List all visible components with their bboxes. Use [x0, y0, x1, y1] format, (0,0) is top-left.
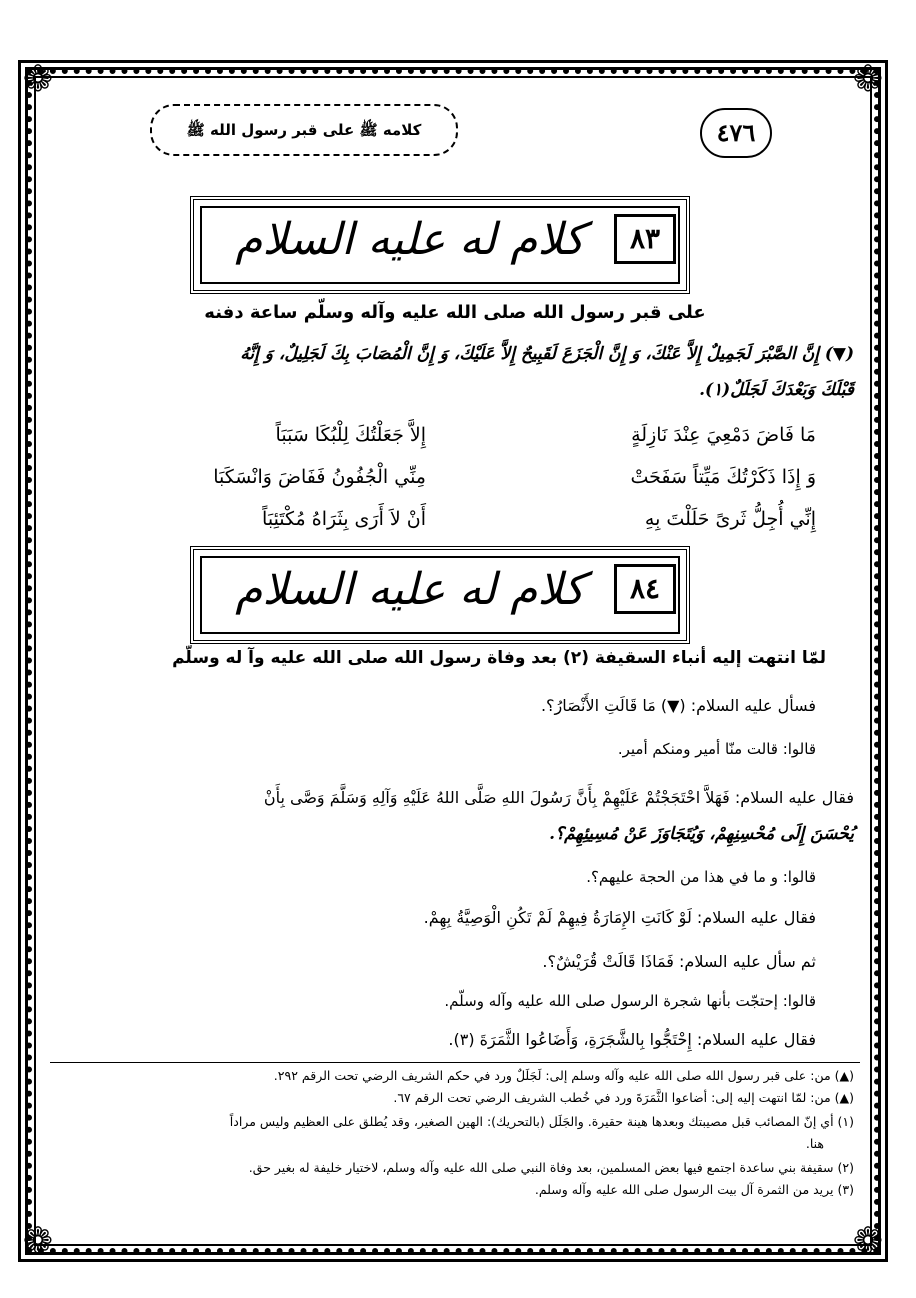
- corner-ornament-icon: ❁: [22, 59, 54, 100]
- corner-ornament-icon: ❁: [852, 59, 884, 100]
- dialogue-line: ثم سأل عليه السلام: فَمَاذَا قَالَتْ قُرَيْشٌ؟.: [542, 952, 816, 971]
- dialogue-line: قالوا: و ما في هذا من الحجة عليهم؟.: [586, 868, 816, 886]
- section-heading-84: [190, 546, 690, 644]
- section-subtitle: لمّا انتهت إليه أنباء السقيفة (٢) بعد وفاة رسول الله صلى الله عليه وآ له وسلّم: [172, 648, 826, 668]
- running-header: كلامه ﷺ على قبر رسول الله ﷺ: [150, 104, 458, 156]
- footnote: (▲) من: على قبر رسول الله صلى الله عليه وآله وسلم إلى: لَجَلَلٌ ورد في حكم الشريف الرضي تحت الرقم ٢٩٢.: [273, 1068, 854, 1083]
- dialogue-line: فسأل عليه السلام: (▼) مَا قَالَتِ الأَنْصَارُ؟.: [540, 696, 816, 715]
- footnote: (٢) سقيفة بني ساعدة اجتمع فيها بعض المسلمين، بعد وفاة النبي صلى الله عليه وآله وسلم، لاختيار خليفة له بغير حق.: [248, 1160, 854, 1175]
- poem-verse-right: إِنِّي أُجِلُّ ثَرىً حَلَلْتَ بِهِ: [644, 508, 816, 530]
- poem-verse-left: إِلاَّ جَعَلْتُكَ لِلْبُكَا سَبَبَاً: [275, 424, 426, 446]
- poem-verse-left: مِنِّي الْجُفُونُ فَفَاضَ وَانْسَكَبَا: [213, 466, 426, 488]
- footnote: (١) أي إنّ المصائب قبل مصيبتك وبعدها هينة حقيرة. والجَلَل (بالتحريك): الهين الصغير، وقد يُطلق على العظيم وليس مراداً: [229, 1114, 854, 1129]
- quote-line: قَبْلَكَ وَبَعْدَكَ لَجَلَلٌ(١).: [699, 380, 854, 400]
- dialogue-line: فقال عليه السلام: فَهَلاَّ احْتَجَجْتُمْ عَلَيْهِمْ بِأَنَّ رَسُولَ اللهِ صَلَّى اللهُ عَلَيْهِ وَآلِهِ وَسَلَّمَ وَصَّى بِأَنْ: [263, 788, 854, 807]
- section-heading-83: [190, 196, 690, 294]
- dialogue-line: فقال عليه السلام: لَوْ كَانَتِ الإِمَارَةُ فِيهِمْ لَمْ تَكُنِ الْوَصِيَّةُ بِهِمْ.: [423, 908, 816, 927]
- poem-verse-left: أَنْ لاَ أَرَى بِثَرَاهُ مُكْتَئِبَاً: [262, 508, 426, 530]
- poem-verse-right: مَا فَاضَ دَمْعِيَ عِنْدَ نَازِلَةٍ: [631, 424, 816, 446]
- dialogue-line: قالوا: قالت منّا أمير ومنكم أمير.: [617, 740, 816, 758]
- dialogue-line: فقال عليه السلام: إِحْتَجُّوا بِالشَّجَرَةِ، وَأَضَاعُوا الثَّمَرَةَ (٣).: [448, 1030, 816, 1049]
- poem-verse-right: وَ إِذَا ذَكَرْتُكَ مَيِّتاً سَفَحَتْ: [630, 466, 816, 488]
- page-number: ٤٧٦: [700, 108, 772, 158]
- dialogue-line: قالوا: إحتجّت بأنها شجرة الرسول صلى الله عليه وآله وسلّم.: [444, 992, 816, 1010]
- footnote-divider: [50, 1062, 860, 1063]
- section-title: كلام له عليه السلام: [235, 564, 585, 615]
- footnote: (▲) من: لمّا انتهت إليه إلى: أضاعوا الثَّمَرَةَ ورد في خُطب الشريف الرضي تحت الرقم ٦٧.: [393, 1090, 854, 1105]
- footnote: هنا.: [805, 1136, 824, 1151]
- section-title: كلام له عليه السلام: [235, 214, 585, 265]
- corner-ornament-icon: ❁: [852, 1221, 884, 1262]
- quote-line: (▼) إِنَّ الصَّبْرَ لَجَمِيلٌ إِلاَّ عَنْكَ، وَ إِنَّ الْجَزَعَ لَقَبِيحٌ إِلاَّ عَلَيْكَ، وَ إِنَّ الْمُصَابَ بِكَ لَجَلِيلٌ، وَ إِنَّهُ: [240, 344, 854, 364]
- section-subtitle: على قبر رسول الله صلى الله عليه وآله وسلّم ساعة دفنه: [204, 302, 706, 323]
- corner-ornament-icon: ❁: [22, 1221, 54, 1262]
- dialogue-line: يُحْسَنَ إِلَى مُحْسِنِهِمْ، وَيُتَجَاوَزَ عَنْ مُسِيئِهِمْ؟.: [549, 824, 854, 844]
- section-number: ٨٤: [614, 564, 676, 614]
- footnote: (٣) يريد من الثمرة آل بيت الرسول صلى الله عليه وآله وسلم.: [534, 1182, 854, 1197]
- section-number: ٨٣: [614, 214, 676, 264]
